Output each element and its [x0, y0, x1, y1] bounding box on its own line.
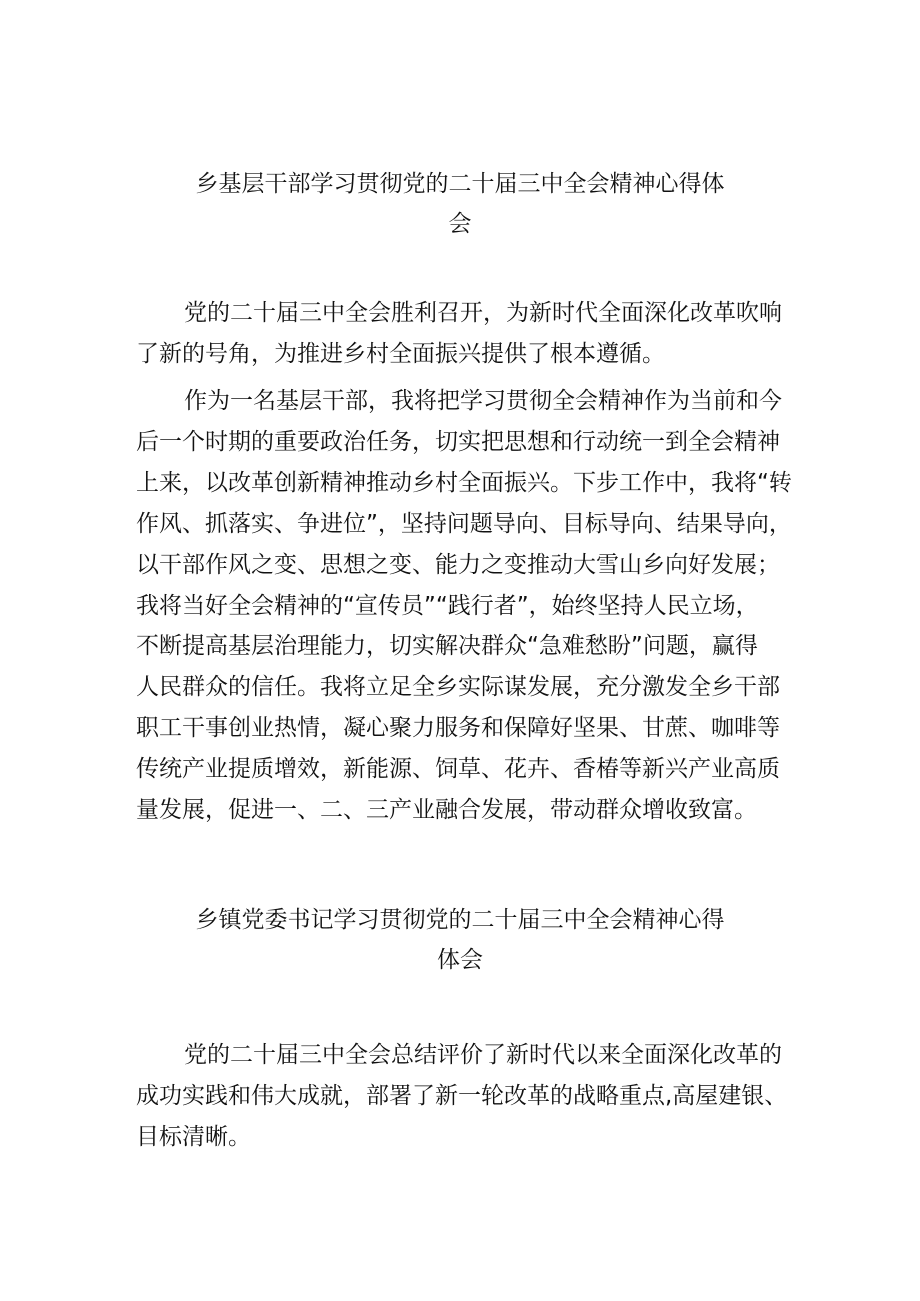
- title-line: 体会: [437, 947, 483, 973]
- paragraph-line: 传统产业提质增效，新能源、饲草、花卉、香椿等新兴产业高质: [136, 756, 780, 783]
- paragraph-line: 不断提高基层治理能力，切实解决群众“急难愁盼”问题，赢得: [136, 633, 758, 660]
- paragraph-line: 作风、抓落实、争进位”，坚持问题导向、目标导向、结果导向，: [136, 510, 792, 537]
- paragraph: [136, 293, 784, 375]
- paragraph-line: 以干部作风之变、思想之变、能力之变推动大雪山乡向好发展；: [136, 551, 780, 578]
- paragraph-line: 职工干事创业热情，凝心聚力服务和保障好坚果、甘蔗、咖啡等: [136, 715, 780, 742]
- paragraph-line: 人民群众的信任。我将立足全乡实际谋发展，充分激发全乡干部: [136, 674, 780, 701]
- paragraph-line: 后一个时期的重要政治任务，切实把思想和行动统一到全会精神: [136, 428, 780, 455]
- paragraph-line: 我将当好全会精神的“宣传员”“践行者”，始终坚持人民立场，: [136, 592, 759, 619]
- paragraph: [136, 1035, 788, 1158]
- title-line: 乡镇党委书记学习贯彻党的二十届三中全会精神心得: [195, 907, 725, 933]
- paragraph-line: 党的二十届三中全会总结评价了新时代以来全面深化改革的: [184, 1042, 782, 1068]
- paragraph-line: 成功实践和伟大成就，部署了新一轮改革的战略重点,高屋建银、: [136, 1082, 788, 1109]
- paragraph: [136, 381, 792, 831]
- article-title-2: [130, 900, 790, 980]
- title-line: 乡基层干部学习贯彻党的二十届三中全会精神心得体: [195, 171, 725, 197]
- article-title-1: [130, 164, 790, 244]
- paragraph-line: 党的二十届三中全会胜利召开，为新时代全面深化改革吹响: [184, 300, 782, 326]
- paragraph-line: 作为一名基层干部，我将把学习贯彻全会精神作为当前和今: [184, 388, 782, 414]
- paragraph-line: 了新的号角，为推进乡村全面振兴提供了根本遵循。: [136, 340, 665, 367]
- paragraph-line: 量发展，促进一、二、三产业融合发展，带动群众增收致富。: [136, 797, 757, 824]
- paragraph-line: 上来，以改革创新精神推动乡村全面振兴。下步工作中，我将“转: [136, 469, 792, 496]
- paragraph-line: 目标清晰。: [136, 1123, 251, 1150]
- title-line: 会: [448, 211, 472, 237]
